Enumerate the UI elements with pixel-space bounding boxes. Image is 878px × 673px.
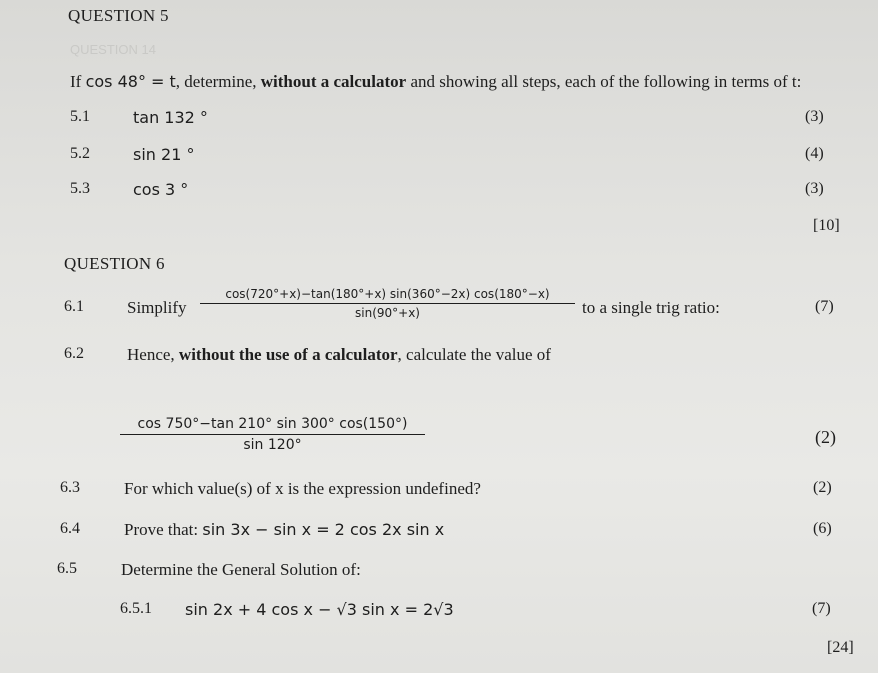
item-number: 6.5.1 (120, 600, 152, 617)
fraction-denominator: sin 120° (243, 437, 302, 453)
question-5-heading: QUESTION 5 (68, 6, 169, 25)
question-6-total: [24] (827, 639, 854, 656)
question-5-intro: If cos 48° = t, determine, without a calculator and showing all steps, each of the following in terms of t: (70, 72, 802, 91)
item-number: 5.3 (70, 180, 90, 197)
fraction-6-2 (120, 416, 425, 453)
item-number: 5.1 (70, 108, 90, 125)
item-number: 6.2 (64, 345, 84, 362)
simplify-suffix: to a single trig ratio: (582, 298, 720, 317)
item-marks: (4) (805, 145, 824, 162)
fraction-bar (120, 434, 425, 435)
item-number: 6.1 (64, 298, 84, 315)
item-expression: sin 21 ° (133, 145, 195, 164)
item-number: 6.5 (57, 560, 77, 577)
item-marks: (2) (815, 427, 836, 447)
item-expression: tan 132 ° (133, 108, 208, 127)
item-6-5-1-expression: sin 2x + 4 cos x − √3 sin x = 2√3 (185, 600, 454, 619)
item-expression: cos 3 ° (133, 180, 189, 199)
fraction-6-1 (200, 287, 575, 320)
question-6-heading: QUESTION 6 (64, 254, 165, 273)
item-6-5-text: Determine the General Solution of: (121, 560, 361, 579)
item-marks: (2) (813, 479, 832, 496)
item-6-4-text: Prove that: sin 3x − sin x = 2 cos 2x sin x (124, 520, 445, 539)
fraction-numerator: cos 750°−tan 210° sin 300° cos(150°) (137, 416, 408, 432)
item-6-4-expression: sin 3x − sin x = 2 cos 2x sin x (202, 520, 445, 539)
fraction-bar (200, 303, 575, 304)
question-5-total: [10] (813, 217, 840, 234)
item-6-3-text: For which value(s) of x is the expression undefined? (124, 479, 481, 498)
item-number: 6.3 (60, 479, 80, 496)
intro-math: cos 48° = t (85, 72, 176, 91)
simplify-label: Simplify (127, 298, 187, 317)
item-marks: (6) (813, 520, 832, 537)
bleed-through-text: QUESTION 14 (70, 42, 156, 57)
item-number: 5.2 (70, 145, 90, 162)
fraction-denominator: sin(90°+x) (355, 306, 420, 320)
item-marks: (3) (805, 108, 824, 125)
item-marks: (7) (815, 298, 834, 315)
item-marks: (3) (805, 180, 824, 197)
item-6-2-text: Hence, without the use of a calculator, calculate the value of (127, 345, 551, 364)
fraction-numerator: cos(720°+x)−tan(180°+x) sin(360°−2x) cos(180°−x) (225, 287, 550, 301)
item-number: 6.4 (60, 520, 80, 537)
item-marks: (7) (812, 600, 831, 617)
